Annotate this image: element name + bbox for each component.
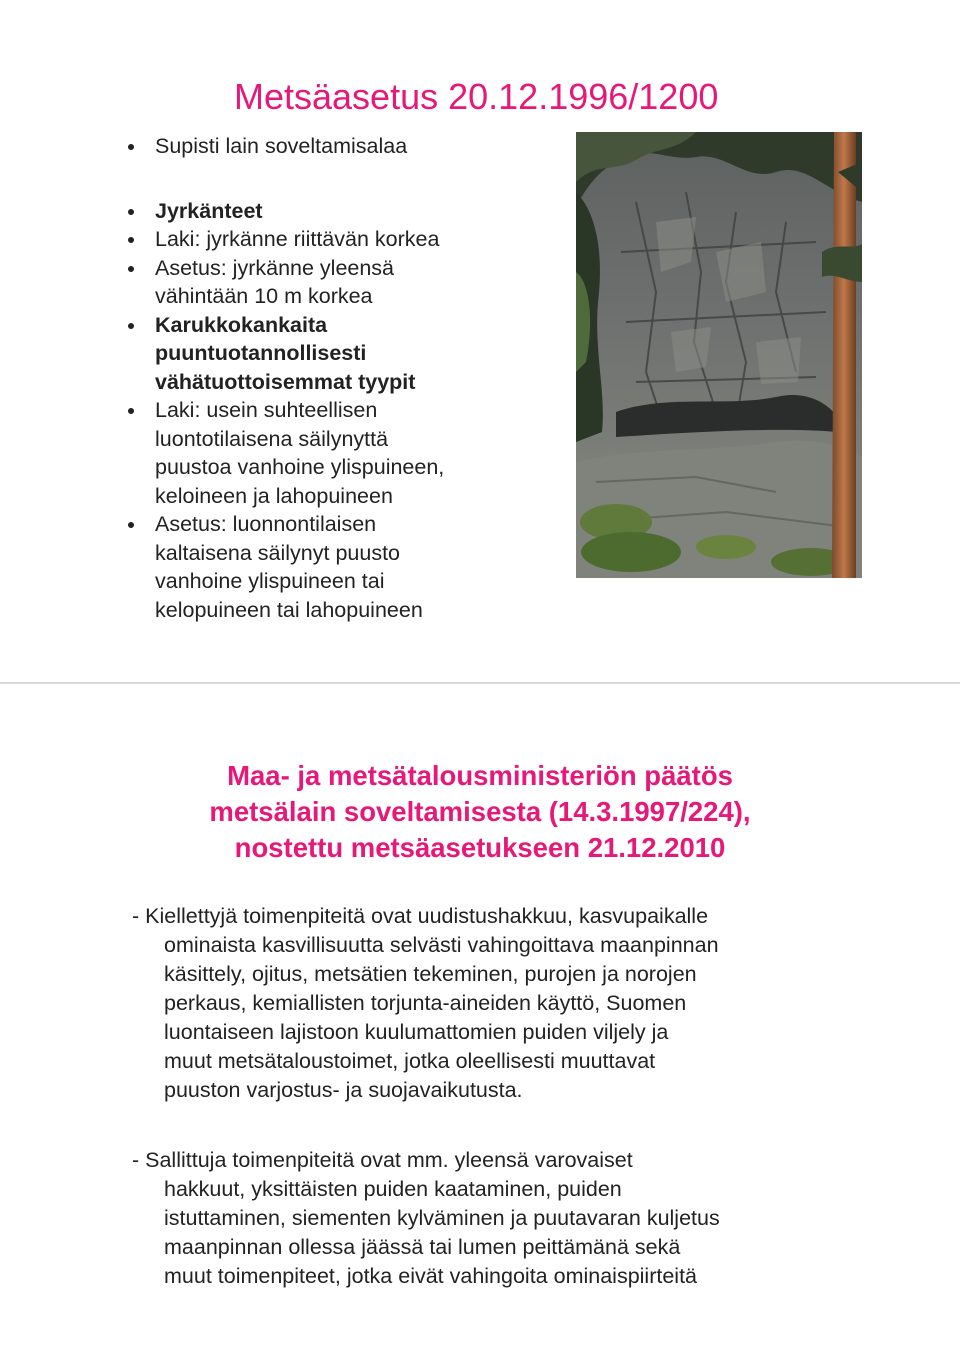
slide-1-title: Metsäasetus 20.12.1996/1200 bbox=[234, 76, 719, 117]
paragraph-line: perkaus, kemiallisten torjunta-aineiden käyttö, Suomen bbox=[164, 991, 687, 1015]
bullet-item bbox=[128, 510, 558, 624]
bullet-text-line: Supisti lain soveltamisalaa bbox=[155, 134, 408, 158]
paragraph-line: - Sallittuja toimenpiteitä ovat mm. yleensä varovaiset bbox=[132, 1148, 633, 1172]
bullet-item bbox=[128, 225, 558, 254]
bullet-item bbox=[128, 254, 558, 311]
bullet-text-line: Jyrkänteet bbox=[155, 198, 263, 223]
paragraph-line: muut metsätaloustoimet, jotka oleellisesti muuttavat bbox=[164, 1049, 656, 1073]
paragraph-line: - Kiellettyjä toimenpiteitä ovat uudistushakkuu, kasvupaikalle bbox=[132, 904, 709, 928]
paragraph-line: maanpinnan ollessa jäässä tai lumen peittämänä sekä bbox=[164, 1235, 681, 1259]
bullet-text-line: puustoa vanhoine ylispuineen, bbox=[155, 455, 445, 479]
slide-2-title-line: metsälain soveltamisesta (14.3.1997/224), bbox=[209, 796, 751, 827]
paragraph-line: luontaiseen lajistoon kuulumattomien puiden viljely ja bbox=[164, 1020, 669, 1044]
bullet-item bbox=[128, 197, 558, 226]
bullet-item bbox=[128, 396, 558, 510]
bullet-list bbox=[128, 132, 558, 624]
slide-2-title-line: nostettu metsäasetukseen 21.12.2010 bbox=[234, 832, 726, 863]
bullet-text-line: luontotilaisena säilynyttä bbox=[155, 426, 389, 451]
bullet-text-line: vanhoine ylispuineen tai bbox=[155, 569, 385, 593]
prohibited-actions-paragraph bbox=[132, 902, 872, 1105]
bullet-text-line: puuntuotannollisesti bbox=[155, 341, 367, 365]
allowed-actions-paragraph bbox=[132, 1146, 872, 1291]
bullet-text-line: Laki: jyrkänne riittävän korkea bbox=[155, 227, 440, 251]
bullet-text-line: vähätuottoisemmat tyypit bbox=[155, 369, 416, 394]
paragraph-line: muut toimenpiteet, jotka eivät vahingoita ominaispiirteitä bbox=[164, 1264, 698, 1288]
bullet-text-line: keloineen ja lahopuineen bbox=[155, 483, 393, 508]
bullet-text-line: vähintään 10 m korkea bbox=[155, 284, 373, 308]
paragraph-line: puuston varjostus- ja suojavaikutusta. bbox=[164, 1078, 523, 1102]
bullet-text-line: kaltaisena säilynyt puusto bbox=[155, 540, 401, 565]
bullet-text-line: Karukkokankaita bbox=[155, 312, 328, 337]
bullet-text-line: Asetus: luonnontilaisen bbox=[155, 512, 377, 536]
bullet-text-line: kelopuineen tai lahopuineen bbox=[155, 597, 423, 622]
bullet-item bbox=[128, 132, 558, 161]
slide-2-title bbox=[100, 758, 860, 866]
slide-1 bbox=[0, 0, 960, 682]
paragraph-line: ominaista kasvillisuutta selvästi vahingoittava maanpinnan bbox=[164, 933, 719, 957]
paragraph-line: hakkuut, yksittäisten puiden kaataminen, puiden bbox=[164, 1177, 622, 1201]
slide-2-title-line: Maa- ja metsätalousministeriön päätös bbox=[227, 760, 733, 791]
cliff-photo bbox=[576, 132, 862, 578]
slide-2 bbox=[0, 684, 960, 1367]
bullet-text-line: Laki: usein suhteellisen bbox=[155, 398, 378, 422]
paragraph-line: istuttaminen, siementen kylväminen ja puutavaran kuljetus bbox=[164, 1206, 720, 1230]
bullet-text-line: Asetus: jyrkänne yleensä bbox=[155, 255, 395, 280]
bullet-item bbox=[128, 311, 558, 397]
paragraph-line: käsittely, ojitus, metsätien tekeminen, purojen ja norojen bbox=[164, 962, 697, 986]
